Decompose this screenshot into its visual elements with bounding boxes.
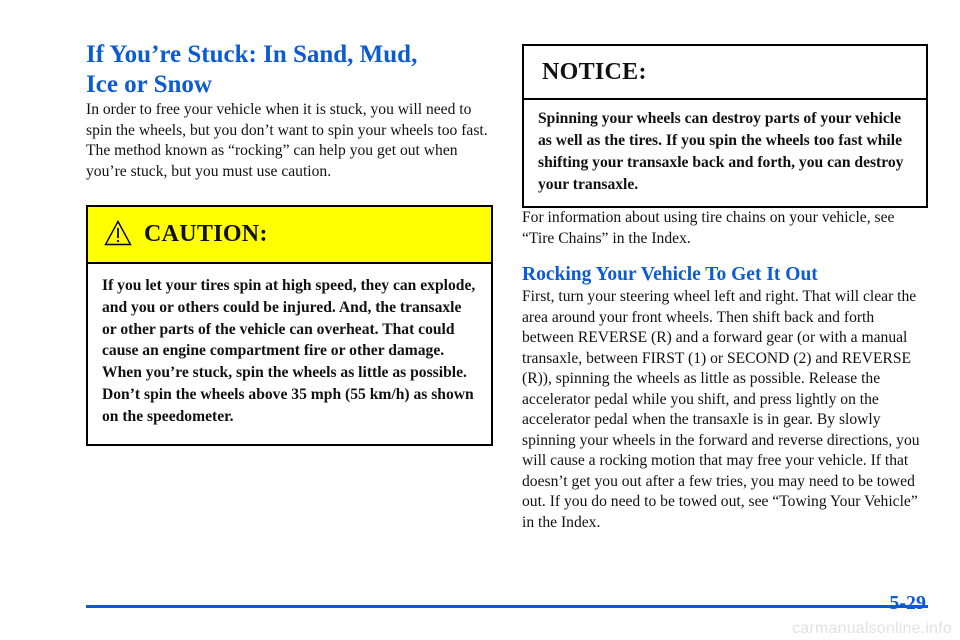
- caution-header: [88, 207, 491, 264]
- rocking-subtitle: Rocking Your Vehicle To Get It Out: [522, 264, 818, 285]
- caution-title: CAUTION:: [144, 221, 268, 247]
- intro-paragraph: In order to free your vehicle when it is stuck, you will need to spin the wheels, but you don’t want to spin your wheels too fast. The method known as “rocking” can help you get out when you’re stuck, but you must use caution.: [86, 101, 488, 180]
- notice-header: [524, 46, 926, 100]
- notice-title: NOTICE:: [542, 58, 647, 85]
- rocking-paragraph: First, turn your steering wheel left and right. That will clear the area around your front wheels. Then shift back and forth between REVERSE (R) and a forward gear (or with a manual transaxle, between FIRST (1) or SECOND (2) and REVERSE (R)), spinning the wheels as little as possible. Release the accelerator pedal while you shift, and press lightly on the accelerator pedal when the transaxle is in gear. By slowly spinning your wheels in the forward and reverse directions, you will cause a rocking motion that may free your vehicle. If that doesn’t get you out after a few tries, you may need to be towed out. If you do need to be towed out, see “Towing Your Vehicle” in the Index.: [522, 288, 920, 531]
- section-title-line2: Ice or Snow: [86, 71, 212, 98]
- watermark: carmanualsonline.info: [792, 620, 952, 637]
- left-column: [86, 40, 493, 446]
- notice-box: [522, 44, 928, 208]
- notice-text: Spinning your wheels can destroy parts of your vehicle as well as the tires. If you spin the wheels too fast while shifting your transaxle back and forth, you can destroy your transaxle.: [538, 110, 904, 193]
- footer-rule: [86, 605, 928, 608]
- tire-chains-paragraph: For information about using tire chains on your vehicle, see “Tire Chains” in the Index.: [522, 209, 895, 247]
- caution-text: If you let your tires spin at high speed, they can explode, and you or others could be injured. And, the transaxle or other parts of the vehicle can overheat. That could cause an engine compartment fire or other damage. When you’re stuck, spin the wheels as little as possible. Don’t spin the wheels above 35 mph (55 km/h) as shown on the speedometer.: [102, 277, 476, 425]
- page-number: 5-29: [889, 592, 926, 614]
- section-title-line1: If You’re Stuck: In Sand, Mud,: [86, 41, 418, 68]
- caution-box: [86, 205, 493, 446]
- right-column: [522, 44, 928, 533]
- section-title: [86, 40, 493, 100]
- warning-triangle-icon: [104, 220, 132, 246]
